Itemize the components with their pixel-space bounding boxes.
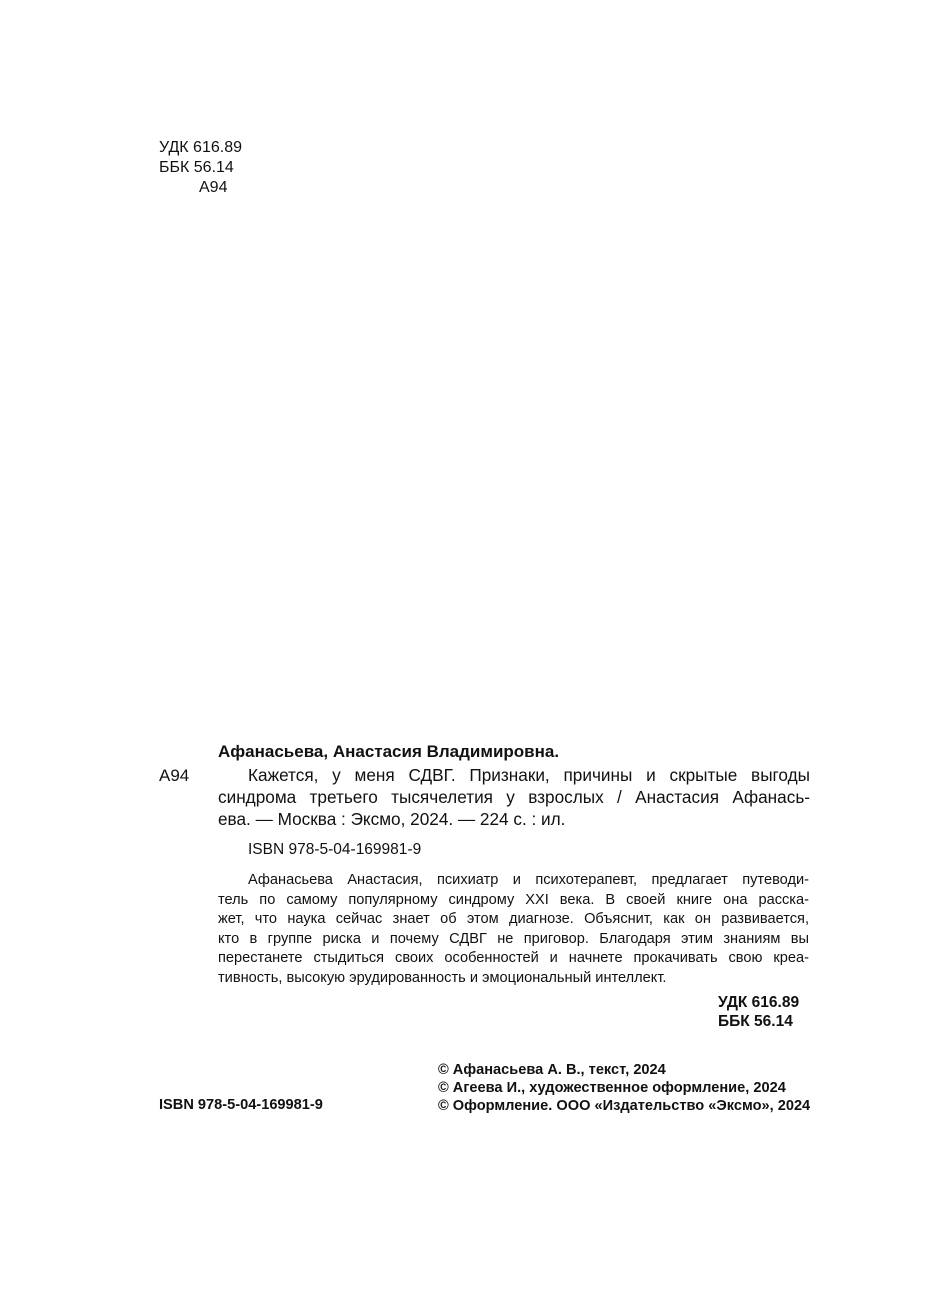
bibliographic-title: [218, 764, 810, 830]
footer-isbn: ISBN 978-5-04-169981-9: [159, 1097, 323, 1113]
annotation: [218, 871, 809, 989]
title-line: синдрома третьего тысячелетия у взрослых / Анастасия Афанась-: [218, 787, 810, 807]
copyright-line: © Афанасьева А. В., текст, 2024: [438, 1062, 666, 1078]
copyright-line: © Агеева И., художественное оформление, 2024: [438, 1079, 786, 1096]
annotation-line: кто в группе риска и почему СДВГ не приговор. Благодаря этим знаниям вы: [218, 930, 809, 947]
annotation-line: жет, что наука сейчас знает об этом диагнозе. Объяснит, как он развивается,: [218, 911, 809, 928]
annotation-line: Афанасьева Анастасия, психиатр и психотерапевт, предлагает путеводи-: [248, 872, 809, 888]
udk-code: УДК 616.89: [718, 994, 800, 1011]
title-line: ева. — Москва : Эксмо, 2024. — 224 с. : ил.: [218, 809, 566, 829]
copyright-line: © Оформление. ООО «Издательство «Эксмо», 2024: [438, 1097, 811, 1114]
classification-codes-right: [718, 993, 799, 1031]
author-mark: А94: [199, 179, 228, 196]
annotation-line: тель по самому популярному синдрому XXI века. В своей книге она расска-: [218, 891, 809, 908]
annotation-line: тивность, высокую эрудированность и эмоциональный интеллект.: [218, 969, 667, 986]
title-line: Кажется, у меня СДВГ. Признаки, причины и скрытые выгоды: [248, 765, 810, 785]
annotation-line: перестанете стыдиться своих особенностей и начнете прокачивать свою креа-: [218, 950, 809, 967]
record-author-mark: А94: [159, 766, 190, 785]
bbk-code: ББК 56.14: [159, 159, 234, 176]
classification-codes-top: [159, 138, 242, 198]
copyright-block: [438, 1062, 810, 1115]
record-isbn: ISBN 978-5-04-169981-9: [248, 841, 422, 858]
bbk-code: ББК 56.14: [718, 1013, 793, 1030]
udk-code: УДК 616.89: [159, 139, 242, 156]
author-heading: Афанасьева, Анастасия Владимировна.: [218, 742, 560, 761]
